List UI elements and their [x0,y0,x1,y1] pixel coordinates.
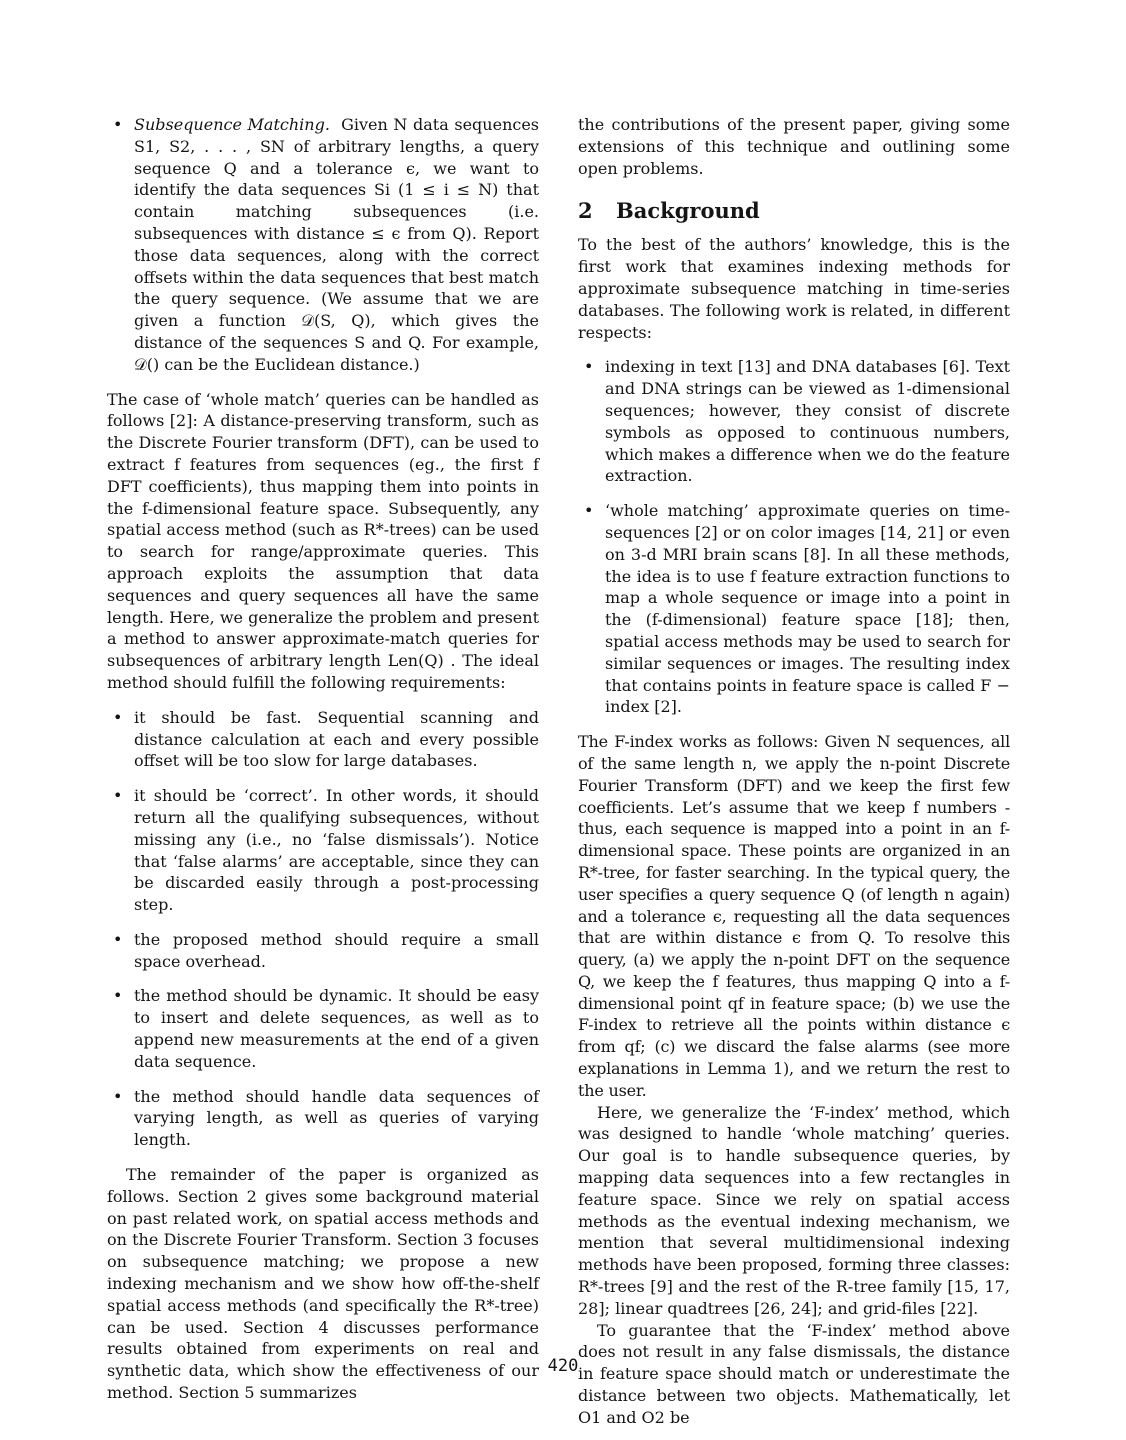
bullet-icon: • [584,501,594,521]
requirement-item [107,985,539,1072]
background-paragraph: To the best of the authors’ knowledge, this is the first work that examines indexing methods for approximate subsequence matching in time-series databases. The following work is related, in different respects: [578,235,1010,342]
requirement-text: it should be ‘correct’. In other words, it should return all the qualifying subsequences, without missing any (i.e., no ‘false dismissals’). Notice that ‘false alarms’ are acceptable, since they can be discarded easily through a post-processing step. [134,786,539,915]
related-work-text: ‘whole matching’ approximate queries on time-sequences [2] or on color images [14, 21] or even on 3-d MRI brain scans [8]. In all these methods, the idea is to use f feature extraction functions to map a whole sequence or image into a point in the (f-dimensional) feature space [18]; then, spatial access methods may be used to search for similar sequences or images. The resulting index that contains points in feature space is called F − index [2]. [605,501,1010,717]
right-column [578,114,1010,1429]
bullet-icon: • [113,707,123,727]
continuation-paragraph: the contributions of the present paper, giving some extensions of this technique and outlining some open problems. [578,115,1010,178]
related-work-text: indexing in text [13] and DNA databases [6]. Text and DNA strings can be viewed as 1-dimensional sequences; however, they consist of discrete symbols as opposed to continuous numbers, which makes a difference when we do the feature extraction. [605,357,1010,486]
requirement-text: the method should be dynamic. It should be easy to insert and delete sequences, as well as to append new measurements at the end of a given data sequence. [134,986,539,1071]
requirement-text: the method should handle data sequences of varying length, as well as queries of varying length. [134,1086,539,1150]
subsequence-matching-item [107,114,539,376]
page-number: 420 [547,1356,579,1376]
related-work-item [578,356,1010,487]
section-heading [578,198,1010,224]
requirement-item [107,707,539,772]
requirement-text: it should be fast. Sequential scanning and distance calculation at each and every possible offset will be too slow for large databases. [134,707,539,771]
requirement-text: the proposed method should require a small space overhead. [134,929,539,971]
generalize-paragraph: Here, we generalize the ‘F-index’ method, which was designed to handle ‘whole matching’ queries. Our goal is to handle subsequence queries, by mapping data sequences into a few rectangles in feature space. Since we rely on spatial access methods as the eventual indexing mechanism, we mention that several multidimensional indexing methods have been proposed, forming three classes: R*-trees [9] and the rest of the R-tree family [15, 17, 28]; linear quadtrees [26, 24]; and grid-files [22]. [578,1102,1010,1318]
bullet-icon: • [113,986,123,1006]
requirement-item [107,785,539,916]
findex-paragraph: The F-index works as follows: Given N sequences, all of the same length n, we apply the n-point Discrete Fourier Transform (DFT) and we keep the first few coefficients. Let’s assume that we keep f numbers - thus, each sequence is mapped into a point in an f-dimensional space. These points are organized in an R*-tree, for faster searching. In the typical query, the user specifies a query sequence Q (of length n again) and a tolerance ϵ, requesting all the data sequences that are within distance ϵ from Q. To resolve this query, (a) we apply the n-point DFT on the sequence Q, we keep the f features, thus mapping Q into a f-dimensional point qf in feature space; (b) we use the F-index to retrieve all the points within distance ϵ from qf; (c) we discard the false alarms (see more explanations in Lemma 1), and we return the rest to the user. [578,732,1010,1100]
subsequence-matching-title: Subsequence Matching. [134,115,330,134]
paper-organization-paragraph: The remainder of the paper is organized as follows. Section 2 gives some background material on past related work, on spatial access methods and on the Discrete Fourier Transform. Section 3 focuses on subsequence matching; we propose a new indexing mechanism and we show how off-the-shelf spatial access methods (and specifically the R*-tree) can be used. Section 4 discusses performance results obtained from experiments on real and synthetic data, which show the effectiveness of our method. Section 5 summarizes [107,1165,539,1403]
bullet-icon: • [113,929,123,949]
requirement-item [107,1086,539,1151]
section-title: Background [616,198,760,224]
bullet-icon: • [113,1086,123,1106]
bullet-icon: • [584,357,594,377]
bullet-icon: • [113,786,123,806]
bullet-icon: • [113,115,123,134]
subsequence-matching-body: Given N data sequences S1, S2, . . . , SN of arbitrary lengths, a query sequence Q and a tolerance ϵ, we want to identify the data sequences Si (1 ≤ i ≤ N) that contain matching subsequences (i.e. subsequences with distance ≤ ϵ from Q). Report those data sequences, along with the correct offsets within the data sequences that best match the query sequence. (We assume that we are given a function 𝒟(S, Q), which gives the distance of the sequences S and Q. For example, 𝒟() can be the Euclidean distance.) [134,115,540,374]
section-number: 2 [578,198,593,224]
related-work-item [578,500,1010,718]
left-column [107,114,539,1404]
guarantee-paragraph: To guarantee that the ‘F-index’ method above does not result in any false dismissals, the distance in feature space should match or underestimate the distance between two objects. Mathematically, let O1 and O2 be [578,1320,1010,1427]
whole-match-paragraph: The case of ‘whole match’ queries can be handled as follows [2]: A distance-preserving transform, such as the Discrete Fourier transform (DFT), can be used to extract f features from sequences (eg., the first f DFT coefficients), thus mapping them into points in the f-dimensional feature space. Subsequently, any spatial access method (such as R*-trees) can be used to search for range/approximate queries. This approach exploits the assumption that data sequences and query sequences all have the same length. Here, we generalize the problem and present a method to answer approximate-match queries for subsequences of arbitrary length Len(Q) . The ideal method should fulfill the following requirements: [107,389,539,692]
requirement-item [107,929,539,973]
